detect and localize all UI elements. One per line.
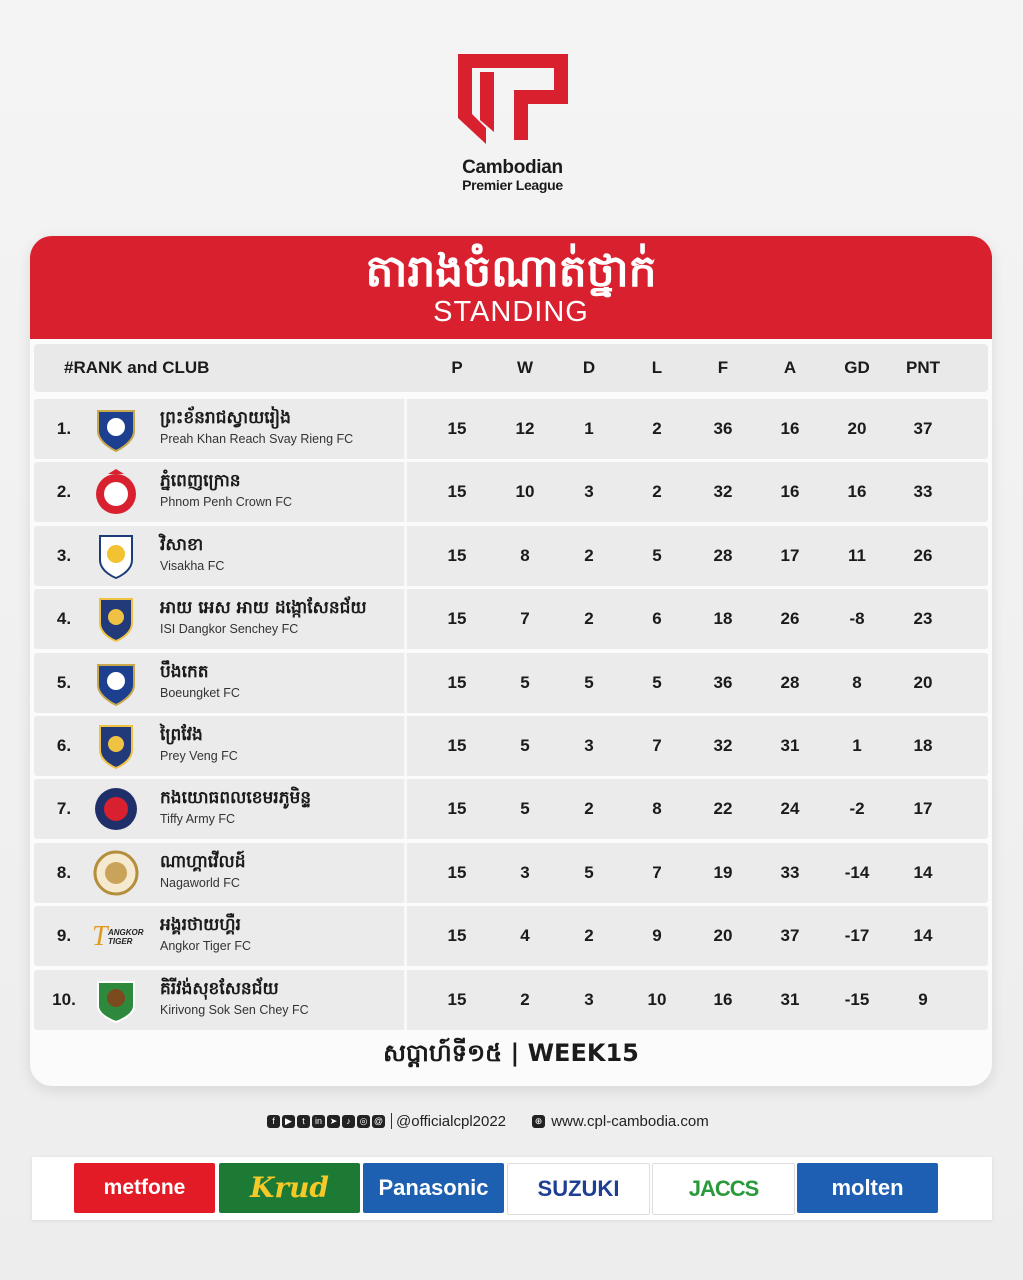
club-crest-icon — [92, 659, 140, 707]
played: 15 — [447, 672, 467, 692]
club-name-english: Tiffy Army FC — [160, 812, 235, 827]
header-gd: GD — [844, 358, 870, 377]
points: 33 — [913, 482, 933, 502]
club-name-english: Preah Khan Reach Svay Rieng FC — [160, 432, 354, 446]
social-bar — [267, 1112, 735, 1134]
lost: 9 — [652, 926, 662, 946]
drawn: 1 — [584, 419, 594, 438]
goal-difference: 16 — [847, 482, 867, 502]
column-divider — [404, 716, 407, 776]
drawn: 2 — [584, 926, 594, 946]
table-row — [34, 653, 988, 713]
played: 15 — [447, 989, 467, 1009]
header-pnt: PNT — [906, 358, 940, 377]
title-khmer: តារាងចំណាត់ថ្នាក់ — [365, 246, 657, 297]
club-name-khmer: ណាហ្គាវើលដ៍ — [160, 851, 246, 872]
played: 15 — [447, 799, 467, 819]
header-d: D — [582, 358, 596, 377]
lost: 6 — [652, 609, 662, 629]
column-divider — [404, 906, 407, 966]
rank: 10. — [52, 989, 76, 1009]
club-crest-icon — [92, 405, 140, 453]
points: 20 — [913, 672, 933, 692]
won: 3 — [520, 862, 530, 882]
column-divider — [404, 399, 407, 459]
club-name-khmer: អង្គរថាយហ្គឺរ — [160, 915, 241, 936]
club-name-english: Visakha FC — [160, 558, 225, 573]
header-l: L — [651, 358, 663, 377]
club-crest-icon — [92, 722, 140, 770]
threads-icon[interactable]: @ — [373, 1115, 384, 1126]
table-row — [34, 779, 988, 839]
club-name-english: Kirivong Sok Sen Chey FC — [160, 1002, 309, 1017]
column-divider — [404, 589, 407, 649]
rank: 4. — [56, 609, 72, 629]
club-name-khmer: កងយោធពលខេមរភូមិន្ទ — [160, 788, 312, 809]
points: 17 — [913, 799, 933, 819]
club-name-english: Nagaworld FC — [160, 875, 240, 890]
played: 15 — [447, 862, 467, 882]
sponsor-jaccs: JACCS — [652, 1163, 795, 1215]
sponsor-metfone: metfone — [74, 1163, 215, 1213]
rank: 3. — [56, 545, 72, 565]
goal-difference: -8 — [849, 609, 865, 629]
lost: 2 — [652, 419, 662, 438]
played: 15 — [447, 545, 467, 565]
goal-difference: 20 — [847, 419, 867, 438]
goals-against: 17 — [780, 545, 800, 565]
club-crest-icon — [92, 976, 140, 1024]
goals-for: 32 — [713, 482, 733, 502]
club-crest-icon — [92, 785, 140, 833]
played: 15 — [447, 419, 467, 438]
club-crest-icon — [92, 468, 140, 516]
sponsor-panasonic: Panasonic — [363, 1163, 504, 1213]
cpl-monogram-icon — [450, 48, 576, 158]
won: 5 — [520, 799, 530, 819]
drawn: 2 — [584, 799, 594, 819]
played: 15 — [447, 609, 467, 629]
social-handle[interactable]: @officialcpl2022 — [396, 1112, 507, 1130]
column-divider — [404, 970, 407, 1030]
points: 14 — [913, 926, 933, 946]
standings-card — [30, 236, 992, 1086]
rank: 7. — [56, 799, 72, 819]
goals-against: 33 — [780, 862, 800, 882]
played: 15 — [447, 735, 467, 755]
tiktok-icon[interactable]: ♪ — [342, 1115, 355, 1128]
points: 23 — [913, 609, 933, 629]
header-a: A — [783, 358, 797, 377]
lost: 5 — [652, 672, 662, 692]
goals-for: 36 — [713, 672, 733, 692]
rank: 9. — [56, 926, 72, 946]
lost: 10 — [647, 989, 667, 1009]
header-p: P — [451, 358, 463, 377]
sponsor-strip — [32, 1157, 992, 1220]
rank: 2. — [56, 482, 72, 502]
club-name-english: Boeungket FC — [160, 685, 240, 700]
club-name-khmer: វិសាខា — [160, 534, 204, 555]
goals-against: 16 — [780, 419, 800, 438]
table-body — [34, 399, 988, 1033]
goal-difference: 11 — [848, 545, 866, 565]
club-name-khmer: បឹងកេត — [160, 661, 209, 682]
won: 8 — [520, 545, 530, 565]
rank: 1. — [56, 419, 72, 438]
goals-against: 24 — [780, 799, 800, 819]
lost: 2 — [652, 482, 662, 502]
divider — [391, 1113, 392, 1129]
table-row — [34, 843, 988, 903]
goals-for: 28 — [713, 545, 733, 565]
drawn: 3 — [584, 989, 594, 1009]
goal-difference: 8 — [852, 672, 862, 692]
rank: 5. — [56, 672, 72, 692]
table-row — [34, 462, 988, 522]
week-label: សប្ដាហ៍ទី១៥ | WEEK15 — [383, 1039, 639, 1067]
sponsor-krud: Krud — [219, 1163, 360, 1213]
club-name-khmer: គិរីវង់សុខសែនជ័យ — [160, 978, 279, 999]
goals-against: 37 — [780, 926, 800, 946]
goals-against: 31 — [780, 735, 800, 755]
column-divider — [404, 843, 407, 903]
table-row — [34, 589, 988, 649]
points: 26 — [913, 545, 933, 565]
column-divider — [404, 653, 407, 713]
won: 12 — [515, 419, 535, 438]
brand-line2: Premier League — [462, 177, 563, 193]
header-f: F — [717, 358, 729, 377]
won: 10 — [515, 482, 535, 502]
table-row — [34, 526, 988, 586]
club-crest-icon — [92, 532, 140, 580]
title-english: STANDING — [433, 296, 589, 328]
club-name-english: ISI Dangkor Senchey FC — [160, 622, 299, 637]
column-divider — [404, 779, 407, 839]
played: 15 — [447, 482, 467, 502]
drawn: 2 — [584, 609, 594, 629]
lost: 5 — [652, 545, 662, 565]
goals-against: 16 — [780, 482, 800, 502]
goal-difference: -14 — [844, 862, 870, 882]
won: 7 — [520, 609, 530, 629]
goals-for: 36 — [713, 419, 733, 438]
goal-difference: -17 — [844, 926, 870, 946]
linkedin-icon[interactable]: in — [312, 1115, 325, 1128]
won: 5 — [520, 735, 530, 755]
facebook-icon[interactable]: f — [267, 1115, 280, 1128]
club-name-english: Phnom Penh Crown FC — [160, 495, 293, 510]
points: 9 — [918, 989, 928, 1009]
globe-icon: ⊕ — [532, 1115, 545, 1128]
youtube-icon[interactable]: ▶ — [282, 1115, 295, 1128]
twitter-icon[interactable]: t — [297, 1115, 310, 1128]
drawn: 3 — [584, 735, 594, 755]
drawn: 5 — [584, 672, 594, 692]
sponsor-suzuki: SUZUKI — [507, 1163, 650, 1215]
club-name-khmer: អាយ អេស អាយ ដង្កោសែនជ័យ — [160, 598, 367, 619]
sponsor-molten: molten — [797, 1163, 938, 1213]
lost: 7 — [652, 862, 662, 882]
website-link[interactable]: www.cpl-cambodia.com — [551, 1112, 709, 1130]
club-crest-icon — [92, 849, 140, 897]
drawn: 5 — [584, 862, 594, 882]
won: 4 — [520, 926, 530, 946]
title-banner — [30, 236, 992, 339]
column-divider — [404, 462, 407, 522]
lost: 8 — [652, 799, 662, 819]
won: 2 — [520, 989, 530, 1009]
telegram-icon[interactable]: ➤ — [327, 1115, 340, 1128]
points: 37 — [913, 419, 933, 438]
goals-against: 31 — [780, 989, 800, 1009]
table-header — [34, 344, 988, 392]
goal-difference: -15 — [844, 989, 870, 1009]
goal-difference: -2 — [849, 799, 865, 819]
goals-against: 26 — [780, 609, 800, 629]
club-name-khmer: ព្រៃវែង — [160, 724, 203, 745]
instagram-icon[interactable]: ◎ — [357, 1115, 370, 1128]
rank: 8. — [56, 862, 72, 882]
goals-for: 22 — [713, 799, 733, 819]
svg-text:T: T — [92, 921, 108, 953]
points: 18 — [913, 735, 933, 755]
brand-line1: Cambodian — [462, 157, 563, 178]
club-crest-icon — [92, 595, 140, 643]
drawn: 3 — [584, 482, 594, 502]
club-name-khmer: ព្រះខ័នរាជស្វាយរៀង — [160, 408, 291, 428]
goals-for: 20 — [713, 926, 733, 946]
goals-for: 32 — [713, 735, 733, 755]
rank: 6. — [56, 735, 72, 755]
tiger-wordmark: ANGKOR TIGER — [108, 928, 144, 947]
table-row — [34, 399, 988, 459]
drawn: 2 — [584, 545, 594, 565]
table-row — [34, 906, 988, 966]
points: 14 — [913, 862, 933, 882]
club-name-english: Angkor Tiger FC — [160, 939, 252, 954]
table-row — [34, 716, 988, 776]
column-divider — [404, 526, 407, 586]
club-name-khmer: ភ្នំពេញក្រោន — [160, 471, 241, 492]
goals-for: 18 — [713, 609, 733, 629]
header-w: W — [516, 358, 534, 377]
cpl-logo — [440, 48, 585, 198]
won: 5 — [520, 672, 530, 692]
goals-for: 19 — [713, 862, 733, 882]
header-club: #RANK and CLUB — [64, 358, 210, 377]
table-row — [34, 970, 988, 1030]
goals-against: 28 — [780, 672, 800, 692]
goals-for: 16 — [713, 989, 733, 1009]
goal-difference: 1 — [852, 735, 862, 755]
club-name-english: Prey Veng FC — [160, 748, 238, 763]
played: 15 — [447, 926, 467, 946]
lost: 7 — [652, 735, 662, 755]
